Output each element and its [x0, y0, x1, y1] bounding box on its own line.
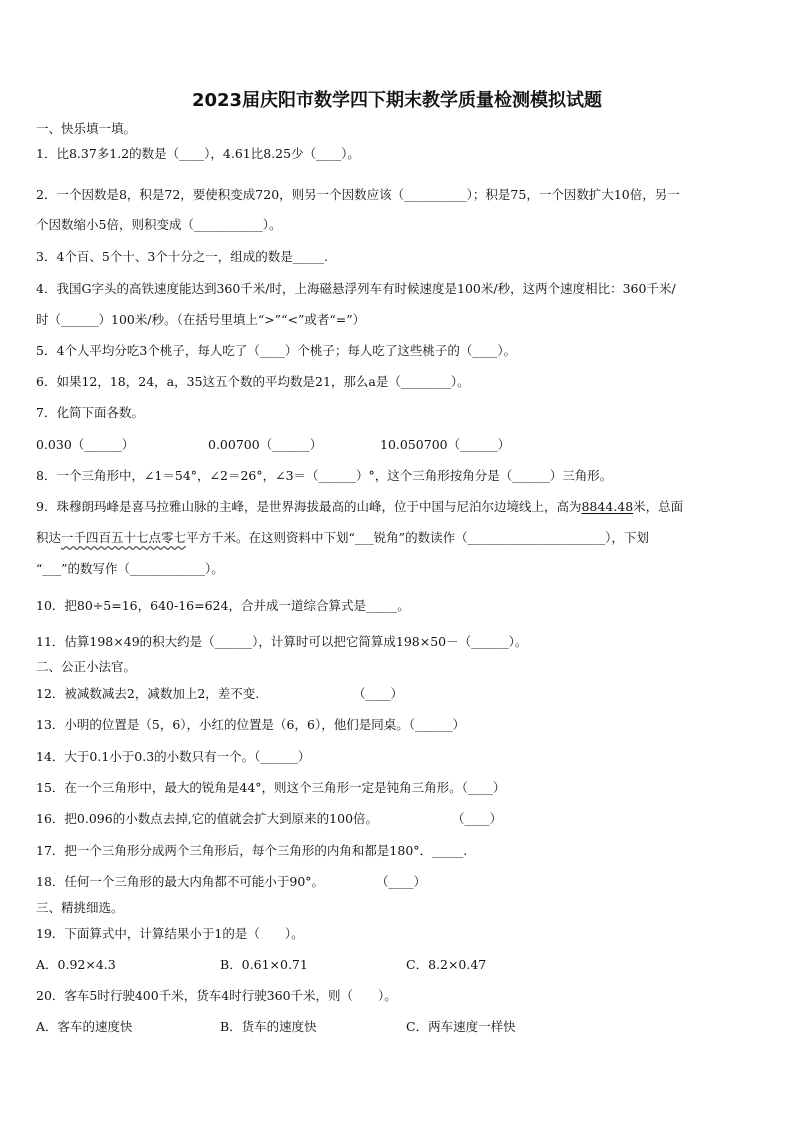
question-18-blank: （____）	[376, 874, 427, 889]
page-title: 2023届庆阳市数学四下期末教学质量检测模拟试题	[191, 90, 603, 111]
question-9-line-2-start: 积达	[36, 530, 62, 545]
wavy-underlined-number: 一千四百五十七点零七	[61, 530, 187, 545]
question-19-option-b: B．0.61×0.71	[220, 957, 308, 972]
question-16-blank: （____）	[452, 811, 503, 826]
question-12-blank: （____）	[353, 686, 404, 701]
question-12: 12．被减数减去2，减数加上2，差不变.	[36, 686, 260, 701]
question-7-heading: 7．化简下面各数。	[36, 405, 144, 420]
question-20-option-c: C．两车速度一样快	[406, 1019, 516, 1034]
question-2-line-2: 个因数缩小5倍，则积变成（___________）。	[36, 217, 282, 232]
question-7-item-1: 0.030（______）	[36, 437, 135, 452]
question-16: 16．把0.096的小数点去掉,它的值就会扩大到原来的100倍。	[36, 811, 379, 826]
question-2-line-1: 2．一个因数是8，积是72，要使积变成720，则另一个因数应该（__________）；积是75，一个因数扩大10倍，另一	[36, 187, 680, 202]
underlined-number: 8844.48	[581, 499, 634, 514]
question-20-option-b: B．货车的速度快	[220, 1019, 317, 1034]
question-18: 18．任何一个三角形的最大内角都不可能小于90°。	[36, 874, 325, 889]
question-9-line-1-end: 米，总面	[633, 499, 684, 514]
question-9-line-2-end: 平方千米。在这则资料中下划“___锐角”的数读作（______________________），下划	[186, 530, 649, 545]
question-9-line-3: “___”的数写作（____________）。	[36, 561, 224, 576]
question-11: 11．估算198×49的积大约是（______），计算时可以把它简算成198×50－（______）。	[36, 634, 528, 649]
question-9-line-2	[36, 530, 649, 546]
question-20: 20．客车5时行驶400千米，货车4时行驶360千米，则（ ）。	[36, 988, 397, 1003]
question-7-item-3: 10.050700（______）	[380, 437, 511, 452]
question-8: 8．一个三角形中，∠1＝54°，∠2＝26°，∠3＝（______）°，这个三角形按角分是（______）三角形。	[36, 468, 613, 483]
question-4-line-2: 时（______）100米/秒。（在括号里填上“>”“<”或者“=”）	[36, 312, 366, 327]
question-1: 1．比8.37多1.2的数是（____），4.61比8.25少（____）。	[36, 146, 360, 161]
question-9-line-1-text: 9．珠穆朗玛峰是喜马拉雅山脉的主峰，是世界海拔最高的山峰，位于中国与尼泊尔边境线上，高为	[36, 499, 582, 514]
question-10: 10．把80÷5=16，640-16=624，合并成一道综合算式是_____。	[36, 598, 410, 613]
question-19: 19．下面算式中，计算结果小于1的是（ ）。	[36, 926, 304, 941]
question-14: 14．大于0.1小于0.3的小数只有一个。（______）	[36, 749, 311, 764]
question-13: 13．小明的位置是（5，6），小红的位置是（6，6），他们是同桌。（______）	[36, 717, 465, 732]
section-heading-fill: 一、快乐填一填。	[36, 121, 137, 136]
section-heading-choice: 三、精挑细选。	[36, 900, 124, 915]
question-7-item-2: 0.00700（______）	[208, 437, 323, 452]
question-20-option-a: A．客车的速度快	[36, 1019, 133, 1034]
question-17: 17．把一个三角形分成两个三角形后，每个三角形的内角和都是180°．_____.	[36, 843, 468, 858]
question-15: 15．在一个三角形中，最大的锐角是44°，则这个三角形一定是钝角三角形。（____）	[36, 780, 506, 795]
question-19-option-c: C．8.2×0.47	[406, 957, 487, 972]
question-9-line-1	[36, 499, 683, 515]
question-3: 3．4个百、5个十、3个十分之一，组成的数是_____.	[36, 249, 329, 264]
section-heading-judge: 二、公正小法官。	[36, 659, 137, 674]
question-5: 5．4个人平均分吃3个桃子，每人吃了（____）个桃子；每人吃了这些桃子的（____）。	[36, 343, 517, 358]
question-4-line-1: 4．我国G字头的高铁速度能达到360千米/时，上海磁悬浮列车有时候速度是100米/秒，这两个速度相比：360千米/	[36, 281, 676, 296]
question-19-option-a: A．0.92×4.3	[36, 957, 116, 972]
question-6: 6．如果12，18，24，a，35这五个数的平均数是21，那么a是（________）。	[36, 374, 470, 389]
